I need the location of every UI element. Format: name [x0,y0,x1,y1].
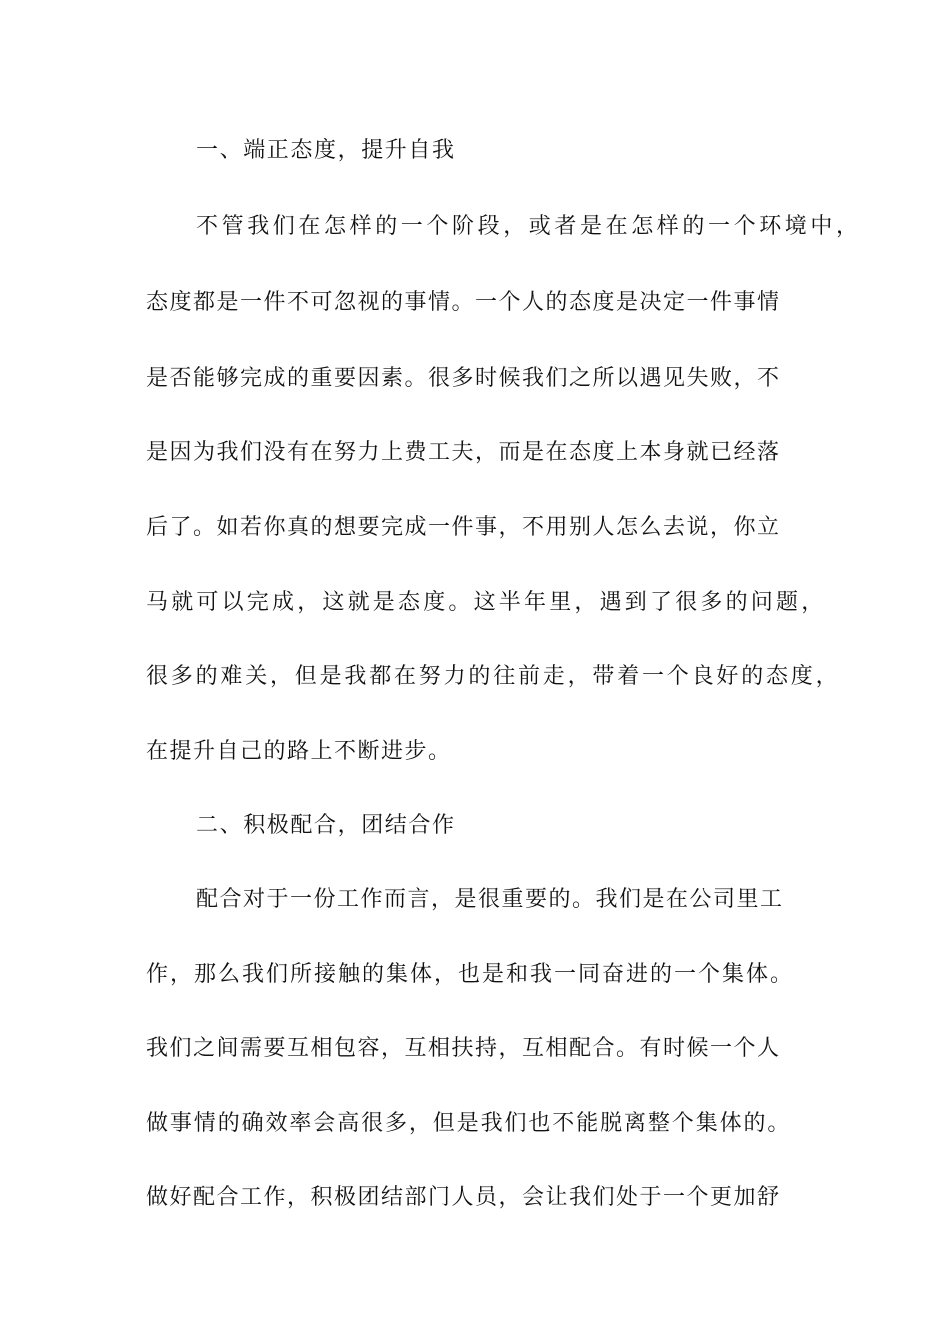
text-line: 做好配合工作，积极团结部门人员，会让我们处于一个更加舒 [146,1185,781,1210]
paragraph-line [0,207,950,247]
paragraph-line [0,955,950,995]
paragraph-line [0,1104,950,1144]
paragraph-line [0,433,950,473]
text-line: 很多的难关，但是我都在努力的往前走，带着一个良好的态度， [146,664,841,689]
paragraph-line [0,732,950,772]
text-line: 二、积极配合，团结合作 [196,813,456,838]
text-line: 态度都是一件不可忽视的事情。一个人的态度是决定一件事情 [146,290,781,315]
text-line: 后了。如若你真的想要完成一件事，不用别人怎么去说，你立 [146,515,781,540]
paragraph-line [0,880,950,920]
paragraph-line [0,508,950,548]
text-line: 是否能够完成的重要因素。很多时候我们之所以遇见失败，不 [146,366,781,391]
text-line: 马就可以完成，这就是态度。这半年里，遇到了很多的问题， [146,590,827,615]
paragraph-line [0,1178,950,1218]
section-heading-1 [0,131,950,171]
text-line: 一、端正态度，提升自我 [196,138,456,163]
text-line: 做事情的确效率会高很多，但是我们也不能脱离整个集体的。 [146,1111,792,1136]
paragraph-line [0,583,950,623]
paragraph-line [0,657,950,697]
text-line: 我们之间需要互相包容，互相扶持，互相配合。有时候一个人 [146,1036,781,1061]
text-line: 是因为我们没有在努力上费工夫，而是在态度上本身就已经落 [146,440,781,465]
paragraph-line [0,1029,950,1069]
text-line: 配合对于一份工作而言，是很重要的。我们是在公司里工 [196,887,784,912]
paragraph-line [0,359,950,399]
paragraph-line [0,283,950,323]
text-line: 在提升自己的路上不断进步。 [146,739,452,764]
section-heading-2 [0,806,950,846]
text-line: 作，那么我们所接触的集体，也是和我一同奋进的一个集体。 [146,962,795,987]
text-line: 不管我们在怎样的一个阶段，或者是在怎样的一个环境中， [196,214,862,239]
